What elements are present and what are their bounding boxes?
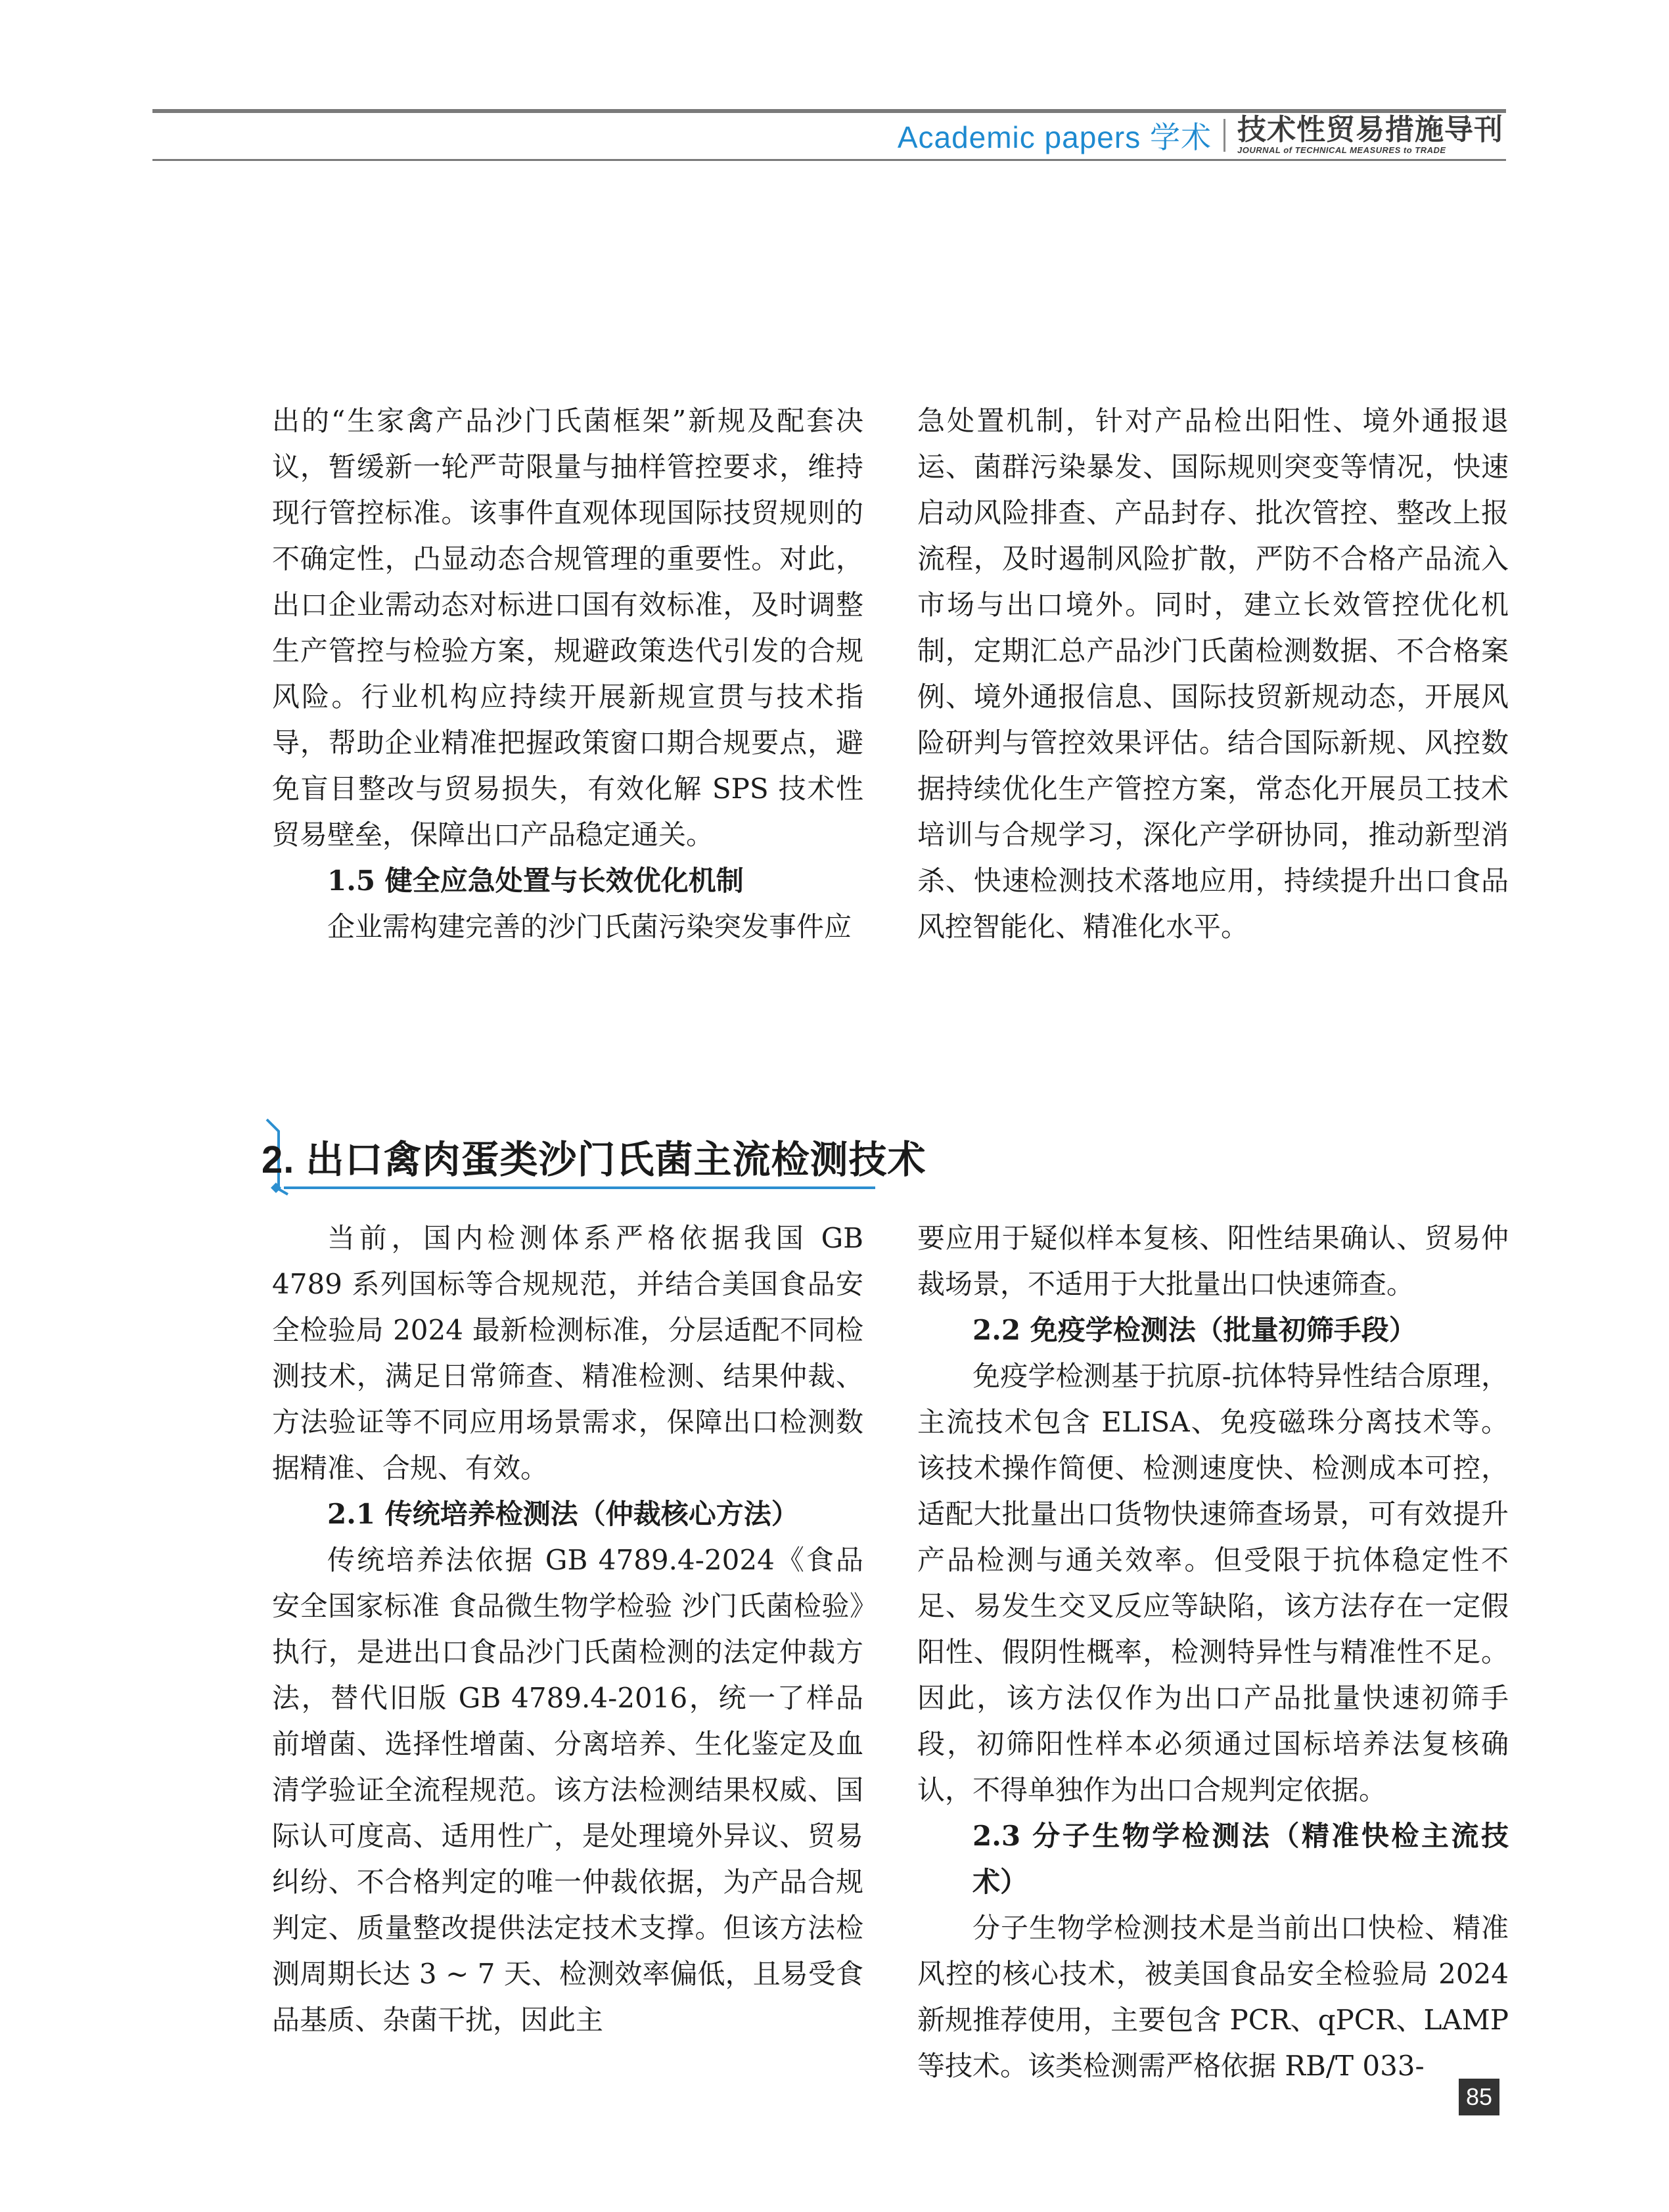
upper-right-column [917, 398, 1509, 950]
paragraph: 企业需构建完善的沙门氏菌污染突发事件应 [327, 911, 852, 943]
section-heading-text: 2. 出口禽肉蛋类沙门氏菌主流检测技术 [262, 1139, 926, 1181]
section-heading [262, 1125, 926, 1188]
paragraph: 当前，国内检测体系严格依据我国 GB 4789 系列国标等合规规范，并结合美国食品安全检验局 2024 最新检测标准，分层适配不同检测技术，满足日常筛查、精准检测、结果仲裁、方法验证等不同应用场景需求，保障出口检测数据精准、合规、有效。 [272, 1222, 863, 1484]
subsection-heading: 2.1 传统培养检测法（仲裁核心方法） [327, 1498, 799, 1530]
journal-name-en: JOURNAL of TECHNICAL MEASURES to TRADE [1237, 145, 1446, 155]
header-rule-bottom [152, 159, 1506, 161]
paragraph: 分子生物学检测技术是当前出口快检、精准风控的核心技术，被美国食品安全检验局 2024 新规推荐使用，主要包含 PCR、qPCR、LAMP 等技术。该类检测需严格依据 RB/T 033- [917, 1912, 1509, 2082]
section-heading-underline [284, 1186, 875, 1189]
page-number: 85 [1465, 2083, 1493, 2110]
paragraph: 传统培养法依据 GB 4789.4-2024《食品安全国家标准 食品微生物学检验 沙门氏菌检验》执行，是进出口食品沙门氏菌检测的法定仲裁方法，替代旧版 GB 4789.4-2016，统一了样品前增菌、选择性增菌、分离培养、生化鉴定及血清学验证全流程规范。该方法检测结果权威、国际认可度高、适用性广，是处理境外异议、贸易纠纷、不合格判定的唯一仲裁依据，为产品合规判定、质量整改提供法定技术支撑。但该方法检测周期长达 3 ~ 7 天、检测效率偏低，且易受食品基质、杂菌干扰，因此主 [272, 1544, 863, 2036]
lower-left-column [272, 1215, 863, 2043]
subsection-heading: 2.2 免疫学检测法（批量初筛手段） [972, 1314, 1417, 1346]
page-number-box [1459, 2079, 1499, 2115]
paragraph: 急处置机制，针对产品检出阳性、境外通报退运、菌群污染暴发、国际规则突变等情况，快速启动风险排查、产品封存、批次管控、整改上报流程，及时遏制风险扩散，严防不合格产品流入市场与出口境外。同时，建立长效管控优化机制，定期汇总产品沙门氏菌检测数据、不合格案例、境外通报信息、国际技贸新规动态，开展风险研判与管控效果评估。结合国际新规、风控数据持续优化生产管控方案，常态化开展员工技术培训与合规学习，深化产学研协同，推动新型消杀、快速检测技术落地应用，持续提升出口食品风控智能化、精准化水平。 [917, 405, 1509, 943]
paragraph: 免疫学检测基于抗原-抗体特异性结合原理，主流技术包含 ELISA、免疫磁珠分离技术等。该技术操作简便、检测速度快、检测成本可控，适配大批量出口货物快速筛查场景，可有效提升产品检测与通关效率。但受限于抗体稳定性不足、易发生交叉反应等缺陷，该方法存在一定假阳性、假阴性概率，检测特异性与精准性不足。因此，该方法仅作为出口产品批量快速初筛手段，初筛阳性样本必须通过国标培养法复核确认，不得单独作为出口合规判定依据。 [917, 1360, 1509, 1806]
subsection-heading: 1.5 健全应急处置与长效优化机制 [327, 865, 744, 897]
running-header [898, 113, 1503, 158]
upper-left-column [272, 398, 863, 950]
lower-right-column [917, 1215, 1509, 2089]
paragraph: 出的“生家禽产品沙门氏菌框架”新规及配套决议，暂缓新一轮严苛限量与抽样管控要求，维持现行管控标准。该事件直观体现国际技贸规则的不确定性，凸显动态合规管理的重要性。对此，出口企业需动态对标进口国有效标准，及时调整生产管控与检验方案，规避政策迭代引发的合规风险。行业机构应持续开展新规宣贯与技术指导，帮助企业精准把握政策窗口期合规要点，避免盲目整改与贸易损失，有效化解 SPS 技术性贸易壁垒，保障出口产品稳定通关。 [272, 405, 863, 851]
header-separator [1223, 119, 1225, 152]
section-label: Academic papers 学术 [897, 120, 1212, 154]
subsection-heading: 2.3 分子生物学检测法（精准快检主流技术） [972, 1820, 1509, 1898]
journal-logo [1237, 115, 1503, 156]
paragraph: 要应用于疑似样本复核、阳性结果确认、贸易仲裁场景，不适用于大批量出口快速筛查。 [917, 1222, 1509, 1300]
journal-name-cn: 技术性贸易措施导刊 [1237, 114, 1503, 146]
